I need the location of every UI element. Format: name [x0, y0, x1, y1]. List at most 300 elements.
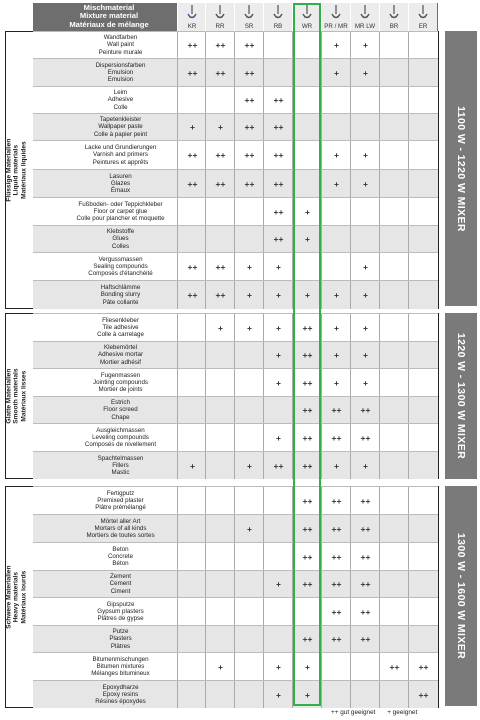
rating-cell-wr: +: [292, 681, 322, 708]
rating-cell-mr-lw: +: [350, 141, 380, 169]
rating-cell-pr-mr: +: [321, 369, 351, 396]
rating-cell-rb: +: [263, 281, 293, 309]
header-col-label: RR: [215, 23, 225, 30]
rating-cell-er: [408, 59, 438, 86]
rating-cell-pr-mr: [321, 198, 351, 225]
material-name-line: Leveling compounds: [92, 433, 149, 441]
rating-cell-rr: [205, 626, 235, 652]
rating-cell-rr: ++: [205, 170, 235, 197]
mixer-power-band: [445, 486, 477, 706]
rating-cell-sr: [234, 198, 264, 225]
rating-cell-rb: +: [263, 424, 293, 451]
table-row: [33, 225, 438, 252]
material-name-line: Mélanges bitumineux: [91, 670, 150, 678]
sr-paddle-icon: [242, 5, 256, 21]
rating-cell-br: [379, 571, 409, 597]
header-col-label: RB: [273, 23, 283, 30]
header-col-2: [205, 3, 234, 31]
rating-cell-rb: +: [263, 681, 293, 708]
table-row: [33, 341, 438, 368]
header-col-label: MR LW: [354, 23, 376, 30]
rating-cell-er: [408, 424, 438, 451]
rating-cell-rr: [205, 515, 235, 542]
rating-cell-wr: [292, 59, 322, 86]
material-name-line: Plâtres de gypse: [97, 615, 144, 623]
rating-cell-rb: +: [263, 653, 293, 680]
material-name-line: Béton: [112, 560, 129, 568]
rating-cell-kr: [177, 515, 207, 542]
material-name-line: Vergussmassen: [98, 255, 143, 263]
rating-cell-er: [408, 32, 438, 58]
material-name-line: Klebstoffe: [106, 228, 135, 236]
rating-cell-br: [379, 397, 409, 423]
rating-cell-er: [408, 543, 438, 570]
material-name-line: Jointing compounds: [92, 378, 149, 386]
rating-cell-pr-mr: ++: [321, 487, 351, 514]
header-col-6: [321, 3, 350, 31]
material-name-line: Colle à carrelage: [97, 331, 144, 339]
rating-cell-er: [408, 281, 438, 309]
mixer-power-band: [445, 313, 477, 479]
table-row: [33, 86, 438, 113]
rating-cell-br: [379, 59, 409, 86]
rating-cell-mr-lw: [350, 87, 380, 113]
rating-cell-wr: [292, 114, 322, 140]
rating-cell-kr: +: [177, 114, 207, 140]
rating-cell-mr-lw: ++: [350, 598, 380, 625]
material-name-line: Epoxy resins: [102, 690, 139, 698]
rr-paddle-icon: [213, 5, 227, 21]
rating-cell-pr-mr: +: [321, 32, 351, 58]
rating-cell-rb: +: [263, 369, 293, 396]
rating-cell-sr: [234, 226, 264, 252]
material-name-line: Colles: [111, 242, 130, 250]
rating-cell-er: [408, 314, 438, 341]
rating-cell-er: [408, 487, 438, 514]
rating-cell-er: [408, 571, 438, 597]
mixer-power-band: [445, 31, 477, 306]
rating-cell-pr-mr: ++: [321, 515, 351, 542]
rating-cell-sr: [234, 369, 264, 396]
rating-cell-kr: [177, 226, 207, 252]
rating-cell-rb: ++: [263, 141, 293, 169]
rating-cell-br: [379, 424, 409, 451]
table-row: [33, 368, 438, 396]
material-name-line: Peintures et apprêts: [92, 158, 149, 166]
header-title-en: Mixture material: [79, 11, 139, 21]
material-name-line: Putze: [112, 628, 129, 636]
material-name-line: Lacke und Grundierungen: [84, 144, 157, 152]
section-label: [0, 567, 36, 627]
rating-cell-kr: [177, 681, 207, 708]
rating-cell-br: [379, 226, 409, 252]
rating-cell-rr: [205, 397, 235, 423]
rating-cell-rr: [205, 452, 235, 479]
rating-cell-br: [379, 342, 409, 368]
rb-paddle-icon: [271, 5, 285, 21]
material-name-line: Fußboden- oder Teppichkleber: [78, 200, 163, 208]
rating-cell-mr-lw: ++: [350, 626, 380, 652]
header-col-label: PR / MR: [324, 23, 348, 30]
rating-cell-sr: [234, 424, 264, 451]
rating-cell-sr: ++: [234, 141, 264, 169]
legend: [331, 709, 427, 716]
material-name-line: Mortiers de toutes sortes: [86, 532, 155, 540]
rating-cell-rb: ++: [263, 198, 293, 225]
rating-cell-sr: [234, 487, 264, 514]
rating-cell-sr: [234, 626, 264, 652]
rating-cell-pr-mr: [321, 226, 351, 252]
rating-cell-kr: +: [177, 452, 207, 479]
rating-cell-rb: +: [263, 342, 293, 368]
rating-cell-rr: [205, 681, 235, 708]
section-label-text: Glatte Materialien Smooth materials Matériaux lisses: [5, 368, 28, 424]
header-col-label: WR: [301, 23, 313, 30]
rating-cell-br: [379, 598, 409, 625]
material-name-line: Leim: [113, 89, 128, 97]
rating-cell-er: [408, 342, 438, 368]
rating-cell-rr: [205, 571, 235, 597]
rating-cell-rb: [263, 515, 293, 542]
header-col-label: SR: [244, 23, 254, 30]
rating-cell-br: [379, 198, 409, 225]
rating-cell-br: ++: [379, 653, 409, 680]
rating-cell-mr-lw: ++: [350, 543, 380, 570]
rating-cell-mr-lw: ++: [350, 487, 380, 514]
rating-cell-br: [379, 170, 409, 197]
rating-cell-sr: +: [234, 515, 264, 542]
rating-cell-sr: [234, 653, 264, 680]
rating-cell-mr-lw: +: [350, 253, 380, 280]
rating-cell-br: [379, 32, 409, 58]
header-title-fr: Matériaux de mélange: [69, 19, 149, 29]
rating-cell-er: [408, 253, 438, 280]
rating-cell-sr: ++: [234, 32, 264, 58]
rating-cell-er: [408, 452, 438, 479]
material-name-line: Zement: [110, 573, 131, 581]
rating-cell-sr: ++: [234, 59, 264, 86]
material-name-line: Ciment: [110, 587, 131, 595]
rating-cell-wr: +: [292, 198, 322, 225]
material-name-line: Chape: [111, 413, 130, 421]
rating-cell-pr-mr: [321, 87, 351, 113]
er-paddle-icon: [416, 5, 430, 21]
rating-cell-er: ++: [408, 681, 438, 708]
header-col-8: [379, 3, 408, 31]
rating-cell-mr-lw: +: [350, 314, 380, 341]
rating-cell-rb: ++: [263, 226, 293, 252]
rating-cell-wr: +: [292, 281, 322, 309]
rating-cell-pr-mr: +: [321, 342, 351, 368]
rating-cell-br: [379, 114, 409, 140]
table-row: [33, 514, 438, 542]
mixer-power-label: 1220 W - 1300 W MIXER: [455, 332, 467, 460]
material-name-line: Tapetenkleister: [99, 116, 142, 124]
rating-cell-sr: ++: [234, 87, 264, 113]
material-name-line: Beton: [112, 545, 129, 553]
rating-cell-mr-lw: +: [350, 170, 380, 197]
rating-cell-wr: [292, 32, 322, 58]
rating-cell-br: [379, 452, 409, 479]
material-name-line: Glazes: [110, 179, 131, 187]
rating-cell-wr: +: [292, 653, 322, 680]
rating-cell-rb: [263, 487, 293, 514]
rating-cell-wr: ++: [292, 452, 322, 479]
rating-cell-er: [408, 141, 438, 169]
pr-mr-paddle-icon: [329, 5, 343, 21]
rating-cell-br: [379, 314, 409, 341]
material-name-line: Mortier adhésif: [100, 358, 141, 366]
rating-cell-br: [379, 369, 409, 396]
material-name-line: Composés d'étanchéité: [88, 270, 153, 278]
header-col-5: [292, 3, 321, 31]
material-name-line: Plasters: [109, 635, 132, 643]
rating-cell-sr: [234, 342, 264, 368]
header-col-1: [177, 3, 206, 31]
rating-cell-wr: ++: [292, 515, 322, 542]
table-row: [33, 31, 438, 58]
rating-cell-er: [408, 369, 438, 396]
material-name-line: Klebemörtel: [103, 344, 138, 352]
material-name-line: Bitumenmischungen: [92, 655, 149, 663]
table-row: [33, 597, 438, 625]
table-row: [33, 113, 438, 140]
rating-cell-rb: [263, 598, 293, 625]
rating-cell-br: [379, 515, 409, 542]
rating-cell-kr: [177, 397, 207, 423]
br-paddle-icon: [387, 5, 401, 21]
rating-cell-mr-lw: +: [350, 369, 380, 396]
rating-cell-er: [408, 598, 438, 625]
rating-cell-mr-lw: [350, 114, 380, 140]
rating-cell-rb: +: [263, 253, 293, 280]
rating-cell-kr: [177, 314, 207, 341]
rating-cell-pr-mr: [321, 653, 351, 680]
header-col-label: KR: [187, 23, 197, 30]
rating-cell-rb: [263, 543, 293, 570]
rating-cell-wr: +: [292, 226, 322, 252]
rating-cell-wr: ++: [292, 342, 322, 368]
material-name-line: Colle à papier peint: [93, 130, 148, 138]
material-name-line: Colle pour plancher et moquette: [76, 215, 165, 223]
rating-cell-rb: ++: [263, 87, 293, 113]
rating-cell-br: [379, 87, 409, 113]
table-row: [33, 252, 438, 280]
rating-cell-rr: +: [205, 314, 235, 341]
material-name-line: Émaux: [110, 187, 131, 195]
material-name-line: Mastic: [111, 469, 130, 477]
rating-cell-rb: +: [263, 571, 293, 597]
material-name-line: Plâtres: [110, 642, 131, 650]
material-name-line: Cement: [109, 580, 132, 588]
rating-cell-wr: ++: [292, 626, 322, 652]
material-name-line: Mörtel aller Art: [100, 517, 141, 525]
table-row: [33, 313, 438, 341]
header-col-9: [408, 3, 437, 31]
material-name-line: Gipsputze: [106, 600, 135, 608]
rating-cell-sr: ++: [234, 170, 264, 197]
material-name-line: Dispersionsfarben: [95, 61, 146, 69]
rating-cell-wr: ++: [292, 314, 322, 341]
rating-cell-br: [379, 681, 409, 708]
rating-cell-kr: ++: [177, 281, 207, 309]
rating-cell-mr-lw: [350, 198, 380, 225]
rating-cell-rb: ++: [263, 114, 293, 140]
legend-good: ++ gut geeignet: [331, 709, 376, 716]
rating-cell-sr: +: [234, 452, 264, 479]
rating-cell-pr-mr: ++: [321, 424, 351, 451]
rating-cell-rb: [263, 397, 293, 423]
rating-cell-sr: [234, 681, 264, 708]
rating-cell-rr: [205, 598, 235, 625]
material-name-line: Fillers: [112, 461, 129, 469]
rating-cell-sr: +: [234, 253, 264, 280]
rating-cell-er: [408, 515, 438, 542]
rating-cell-kr: [177, 487, 207, 514]
rating-cell-kr: [177, 424, 207, 451]
rating-cell-pr-mr: +: [321, 281, 351, 309]
rating-cell-pr-mr: [321, 114, 351, 140]
section-label-text: Schwere Materialien Heavy materials Matériaux lourds: [5, 565, 28, 629]
rating-cell-rr: [205, 424, 235, 451]
rating-cell-br: [379, 543, 409, 570]
table-row: [33, 570, 438, 597]
material-name-line: Mortier de joints: [98, 386, 143, 394]
rating-cell-pr-mr: ++: [321, 571, 351, 597]
material-name-line: Mortars of all kinds: [94, 524, 147, 532]
table-row: [33, 169, 438, 197]
rating-cell-pr-mr: +: [321, 314, 351, 341]
rating-cell-rb: [263, 32, 293, 58]
rating-cell-br: [379, 141, 409, 169]
material-name-line: Gypsum plasters: [97, 607, 144, 615]
rating-cell-er: [408, 114, 438, 140]
rating-cell-rr: ++: [205, 253, 235, 280]
table-row: [33, 486, 438, 514]
rating-cell-sr: ++: [234, 114, 264, 140]
rating-cell-pr-mr: +: [321, 170, 351, 197]
rating-cell-mr-lw: ++: [350, 397, 380, 423]
section-label: [0, 140, 36, 200]
rating-cell-kr: [177, 342, 207, 368]
rating-cell-wr: [292, 141, 322, 169]
table-row: [33, 140, 438, 169]
rating-cell-rr: [205, 198, 235, 225]
material-name-line: Varnish and primers: [93, 151, 148, 159]
mixer-power-label: 1300 W - 1600 W MIXER: [455, 532, 467, 660]
material-name-line: Estrich: [111, 399, 130, 407]
rating-cell-er: ++: [408, 653, 438, 680]
rating-cell-rb: ++: [263, 452, 293, 479]
material-name-line: Résines époxydes: [95, 698, 146, 706]
material-name-line: Emulsion: [107, 76, 134, 84]
material-name-line: Plâtre prémélangé: [95, 504, 146, 512]
material-name-line: Fliesenkleber: [102, 316, 139, 324]
mixer-power-label: 1100 W - 1220 W MIXER: [455, 105, 468, 232]
section-label: [0, 366, 36, 426]
material-name-line: Fugenmassen: [100, 371, 141, 379]
table-row: [33, 280, 438, 309]
rating-cell-br: [379, 487, 409, 514]
material-name-line: Peinture murale: [98, 48, 143, 56]
table-row: [33, 625, 438, 652]
rating-cell-wr: ++: [292, 369, 322, 396]
rating-cell-kr: ++: [177, 32, 207, 58]
rating-cell-rb: +: [263, 314, 293, 341]
material-name-line: Fertigputz: [106, 489, 135, 497]
rating-cell-rb: [263, 626, 293, 652]
material-name-line: Concrete: [107, 552, 134, 560]
rating-cell-sr: +: [234, 281, 264, 309]
rating-cell-sr: [234, 397, 264, 423]
rating-cell-rb: ++: [263, 170, 293, 197]
table-row: [33, 542, 438, 570]
rating-cell-pr-mr: +: [321, 59, 351, 86]
table-row: [33, 652, 438, 680]
material-name-line: Composés de nivellement: [84, 441, 157, 449]
header-col-label: ER: [418, 23, 428, 30]
rating-cell-wr: [292, 598, 322, 625]
rating-cell-er: [408, 626, 438, 652]
material-name-line: Bitumen mixtures: [96, 662, 145, 670]
rating-cell-rr: [205, 87, 235, 113]
rating-cell-pr-mr: ++: [321, 626, 351, 652]
rating-cell-rr: [205, 342, 235, 368]
rating-cell-mr-lw: [350, 681, 380, 708]
rating-cell-br: [379, 253, 409, 280]
rating-cell-rr: +: [205, 114, 235, 140]
rating-cell-br: [379, 281, 409, 309]
material-name-line: Lasuren: [109, 172, 132, 180]
mr-lw-paddle-icon: [358, 5, 372, 21]
rating-cell-kr: [177, 369, 207, 396]
rating-cell-mr-lw: ++: [350, 424, 380, 451]
header-col-7: [350, 3, 379, 31]
rating-cell-pr-mr: [321, 253, 351, 280]
material-name-line: Premixed plaster: [97, 496, 144, 504]
rating-cell-er: [408, 87, 438, 113]
material-name-line: Wallpaper paste: [98, 123, 143, 131]
material-name-line: Floor screed: [103, 406, 138, 414]
material-name-line: Haftschlämme: [100, 284, 141, 292]
kr-paddle-icon: [185, 5, 199, 21]
material-name-line: Glues: [112, 235, 129, 243]
rating-cell-kr: [177, 198, 207, 225]
rating-cell-kr: [177, 626, 207, 652]
rating-cell-br: [379, 626, 409, 652]
rating-cell-rr: [205, 487, 235, 514]
rating-cell-wr: [292, 87, 322, 113]
material-name-line: Sealing compounds: [93, 262, 148, 270]
rating-cell-wr: ++: [292, 424, 322, 451]
rating-cell-sr: [234, 571, 264, 597]
header-col-label: BR: [389, 23, 399, 30]
rating-cell-mr-lw: ++: [350, 571, 380, 597]
table-row: [33, 58, 438, 86]
header-col-3: [234, 3, 263, 31]
table-row: [33, 680, 438, 708]
header-title: [44, 4, 174, 29]
material-name-line: Floor or carpet glue: [93, 207, 148, 215]
header-col-4: [263, 3, 292, 31]
table-row: [33, 451, 438, 479]
rating-cell-rb: [263, 59, 293, 86]
rating-cell-mr-lw: +: [350, 32, 380, 58]
material-name-line: Pâte collante: [102, 298, 139, 306]
material-name-line: Adhesive mortar: [97, 351, 144, 359]
rating-cell-er: [408, 397, 438, 423]
material-name-line: Emulsion: [107, 68, 134, 76]
